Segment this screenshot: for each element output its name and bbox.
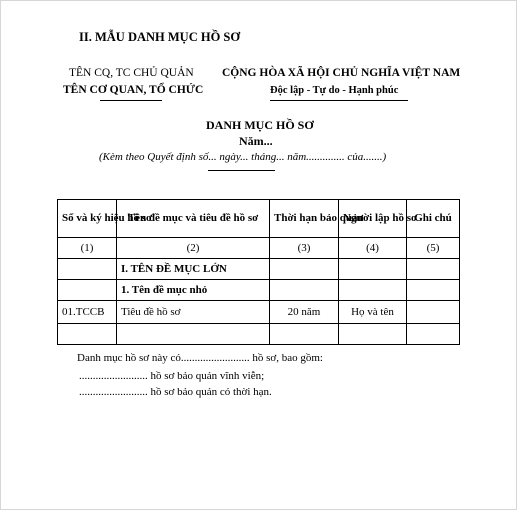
- table-row: [58, 301, 460, 324]
- header-title: Tên đề mục và tiêu đề hồ sơ: [117, 200, 270, 238]
- organization-underline: [100, 100, 162, 101]
- record-title: Tiêu đề hồ sơ: [117, 301, 270, 324]
- organization-name: TÊN CƠ QUAN, TỔ CHỨC: [63, 84, 204, 96]
- attachment-underline: [208, 170, 275, 171]
- record-note: [407, 301, 460, 324]
- column-number-row: [58, 238, 460, 259]
- table-cell: [339, 280, 407, 301]
- motto-underline: [270, 100, 408, 101]
- record-creator: Họ và tên: [339, 301, 407, 324]
- document-year: Năm...: [239, 134, 273, 148]
- column-number: (5): [407, 238, 460, 259]
- document-title: DANH MỤC HỒ SƠ: [206, 118, 314, 132]
- table-cell: [270, 324, 339, 345]
- table-cell: [407, 280, 460, 301]
- header-note: Ghi chú: [407, 200, 460, 238]
- section-title: II. MẪU DANH MỤC HỒ SƠ: [79, 30, 241, 44]
- record-retention: 20 năm: [270, 301, 339, 324]
- table-cell: [339, 259, 407, 280]
- column-number: (2): [117, 238, 270, 259]
- table-cell: [58, 324, 117, 345]
- minor-heading: 1. Tên đề mục nhỏ: [117, 280, 270, 301]
- attachment-note: (Kèm theo Quyết định số... ngày... tháng... năm.............. của.......): [99, 151, 387, 163]
- summary-permanent: ......................... hồ sơ bảo quản vĩnh viễn;: [79, 370, 265, 382]
- records-table: [57, 199, 460, 345]
- table-cell: [339, 324, 407, 345]
- table-header-row: [58, 200, 460, 238]
- record-code: 01.TCCB: [58, 301, 117, 324]
- summary-limited: ......................... hồ sơ bảo quản có thời hạn.: [79, 386, 272, 398]
- header-creator: Người lập hồ sơ: [339, 200, 407, 238]
- table-cell: [270, 280, 339, 301]
- minor-heading-row: [58, 280, 460, 301]
- table-cell: [58, 259, 117, 280]
- column-number: (1): [58, 238, 117, 259]
- table-cell: [270, 259, 339, 280]
- summary-total: Danh mục hồ sơ này có......................... hồ sơ, bao gồm:: [77, 352, 323, 364]
- blank-row: [58, 324, 460, 345]
- header-retention: Thời hạn bảo quản: [270, 200, 339, 238]
- table-cell: [407, 324, 460, 345]
- national-title: CỘNG HÒA XÃ HỘI CHỦ NGHĨA VIỆT NAM: [222, 67, 461, 79]
- column-number: (3): [270, 238, 339, 259]
- major-heading-row: [58, 259, 460, 280]
- table-cell: [58, 280, 117, 301]
- column-number: (4): [339, 238, 407, 259]
- table-cell: [117, 324, 270, 345]
- parent-organization: TÊN CQ, TC CHỦ QUẢN: [69, 67, 194, 79]
- national-motto: Độc lập - Tự do - Hạnh phúc: [270, 85, 399, 96]
- table-cell: [407, 259, 460, 280]
- major-heading: I. TÊN ĐỀ MỤC LỚN: [117, 259, 270, 280]
- header-code: Số và ký hiệu hồ sơ: [58, 200, 117, 238]
